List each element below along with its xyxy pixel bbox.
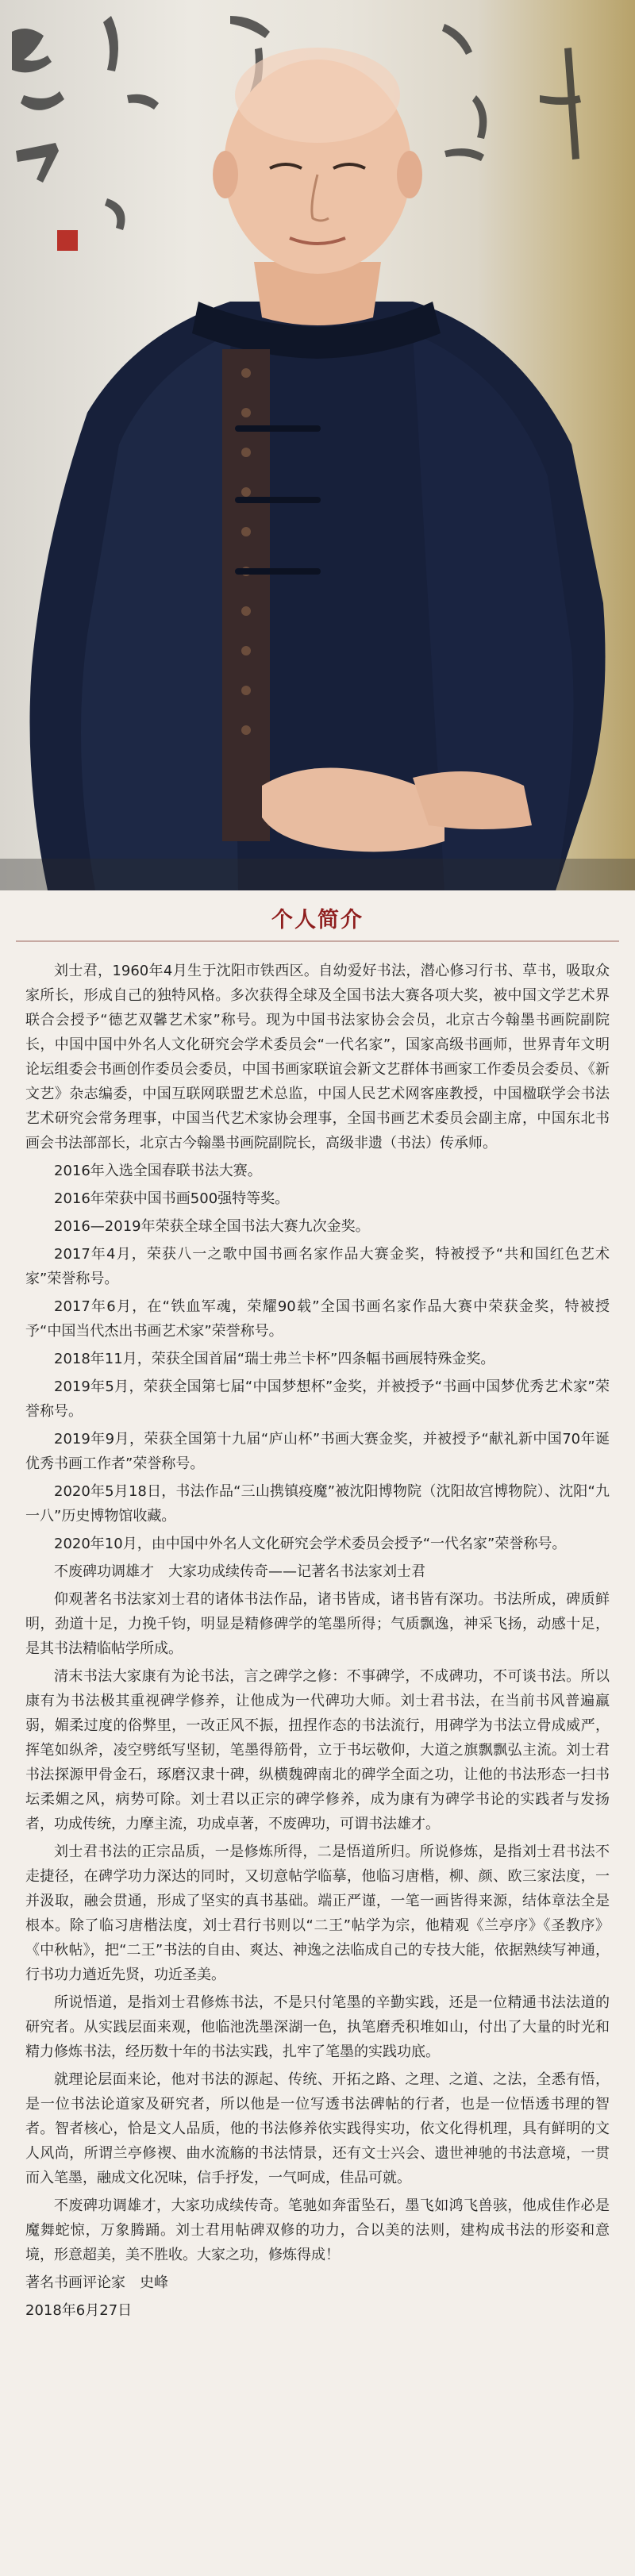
- paragraph: 2019年5月，荣获全国第七届“中国梦想杯”金奖，并被授予“书画中国梦优秀艺术家”荣誉称号。: [25, 1378, 610, 1420]
- paragraph: 仰观著名书法家刘士君的诸体书法作品，诸书皆成，诸书皆有深功。书法所成，碑质鲜明，劲道十足，力挽千钧，明显是精修碑学的笔墨所得；气质飘逸，神采飞扬，动感十足，是其书法精临帖学所成。: [25, 1591, 610, 1657]
- author-signature: 著名书画评论家 史峰: [25, 2274, 168, 2291]
- paragraph: 2020年5月18日，书法作品“三山携镇疫魔”被沈阳博物院（沈阳故宫博物院）、沈阳“九一八”历史博物馆收藏。: [25, 1483, 610, 1524]
- page-title: 个人简介: [271, 908, 364, 932]
- paragraph: 2016年入选全国春联书法大赛。: [54, 1163, 262, 1179]
- paragraph: 2017年4月，荣获八一之歌中国书画名家作品大赛金奖，特被授予“共和国红色艺术家”荣誉称号。: [25, 1246, 610, 1287]
- paragraph: 所说悟道，是指刘士君修炼书法，不是只付笔墨的辛勤实践，还是一位精通书法法道的研究者。从实践层面来观，他临池洗墨深湖一色，执笔磨秃积堆如山，付出了大量的时光和精力修炼书法，经历数十年的书法实践，扎牢了笔墨的实践功底。: [25, 1994, 610, 2060]
- paragraph: 2017年6月，在“铁血军魂，荣耀90载”全国书画名家作品大赛中荣获金奖，特被授予“中国当代杰出书画艺术家”荣誉称号。: [25, 1298, 610, 1340]
- paragraph: 就理论层面来论，他对书法的源起、传统、开拓之路、之理、之道、之法，全悉有悟，是一位书法论道家及研究者，所以他是一位写透书法碑帖的行者，也是一位悟透书理的智者。智者核心，恰是文人品质，他的书法修养依实践得实功，依文化得机理，具有鲜明的文人风尚，所谓兰亭修禊、曲水流觞的书法情景，还有文士兴会、遗世神驰的书法意境，一贯而入笔墨，融成文化况味，信手抒发，一气呵成，佳品可就。: [25, 2071, 610, 2186]
- title-divider: [16, 940, 619, 942]
- article-date: 2018年6月27日: [25, 2302, 133, 2319]
- article-heading: 不废碑功调雄才 大家功成续传奇——记著名书法家刘士君: [54, 1563, 425, 1580]
- paragraph: 不废碑功调雄才，大家功成续传奇。笔驰如奔雷坠石，墨飞如鸿飞兽骇，他成佳作必是魔舞蛇惊，万象腾踊。刘士君用帖碑双修的功力，合以美的法则，建构成书法的形姿和意境，形意超美，美不胜收。大家之功，修炼得成！: [25, 2197, 610, 2263]
- paragraph: 2019年9月，荣获全国第十九届“庐山杯”书画大赛金奖，并被授予“献礼新中国70年诞优秀书画工作者”荣誉称号。: [25, 1431, 610, 1472]
- biography-content: [25, 959, 610, 2326]
- portrait-photo: [0, 0, 635, 890]
- paragraph: 2018年11月，荣获全国首届“瑞士弗兰卡杯”四条幅书画展特殊金奖。: [54, 1351, 495, 1367]
- portrait-illustration: [0, 0, 635, 890]
- paragraph: 刘士君，1960年4月生于沈阳市铁西区。自幼爱好书法，潜心修习行书、草书，吸取众家所长，形成自己的独特风格。多次获得全球及全国书法大赛各项大奖，被中国文学艺术界联合会授予“德艺双馨艺术家”称号。现为中国书法家协会会员，北京古今翰墨书画院副院长，中国中国中外名人文化研究会学术委员会“一代名家”，国家高级书画师，世界青年文明论坛组委会书画创作委员会委员，中国书画家联谊会新文艺群体书画家工作委员会委员、《新文艺》杂志编委，中国互联网联盟艺术总监，中国人民艺术网客座教授，中国楹联学会书法艺术研究会常务理事，中国当代艺术家协会理事，全国书画艺术委员会副主席，中国东北书画会书法部部长，北京古今翰墨书画院副院长，高级非遗（书法）传承师。: [25, 963, 610, 1152]
- paragraph: 2016年荣获中国书画500强特等奖。: [54, 1190, 290, 1207]
- paragraph: 清末书法大家康有为论书法，言之碑学之修：不事碑学，不成碑功，不可谈书法。所以康有为书法极其重视碑学修养，让他成为一代碑功大师。刘士君书法，在当前书风普遍羸弱，媚柔过度的俗弊里，一改正风不振，扭捏作态的书法流行，用碑学为书法立骨成威严，挥笔如纵斧，凌空劈纸写坚韧，笔墨得筋骨，立于书坛敬仰，大道之旗飘飘弘主流。刘士君书法探源甲骨金石，琢磨汉隶十碑，纵横魏碑南北的碑学全面之功，让他的书法形态一扫书坛柔媚之风，病势可除。刘士君以正宗的碑学修养，成为康有为碑学书论的实践者与发扬者，功成传统，力摩主流，功成卓著，不废碑功，可谓书法雄才。: [25, 1668, 610, 1832]
- paragraph: 2020年10月，由中国中外名人文化研究会学术委员会授予“一代名家”荣誉称号。: [54, 1536, 567, 1552]
- paragraph: 2016—2019年荣获全球全国书法大赛九次金奖。: [54, 1218, 370, 1235]
- paragraph: 刘士君书法的正宗品质，一是修炼所得，二是悟道所归。所说修炼，是指刘士君书法不走捷径，在碑学功力深达的同时，又切意帖学临摹，他临习唐楷，柳、颜、欧三家法度，一并汲取，融会贯通，形成了坚实的真书基础。端正严谨，一笔一画皆得来源，结体章法全是根本。除了临习唐楷法度，刘士君行书则以“二王”帖学为宗，他精观《兰亭序》《圣教序》《中秋帖》，把“二王”书法的自由、爽达、神逸之法临成自己的专技大能，依据熟续写神通，行书功力遒近先贤，功近圣美。: [25, 1844, 610, 1983]
